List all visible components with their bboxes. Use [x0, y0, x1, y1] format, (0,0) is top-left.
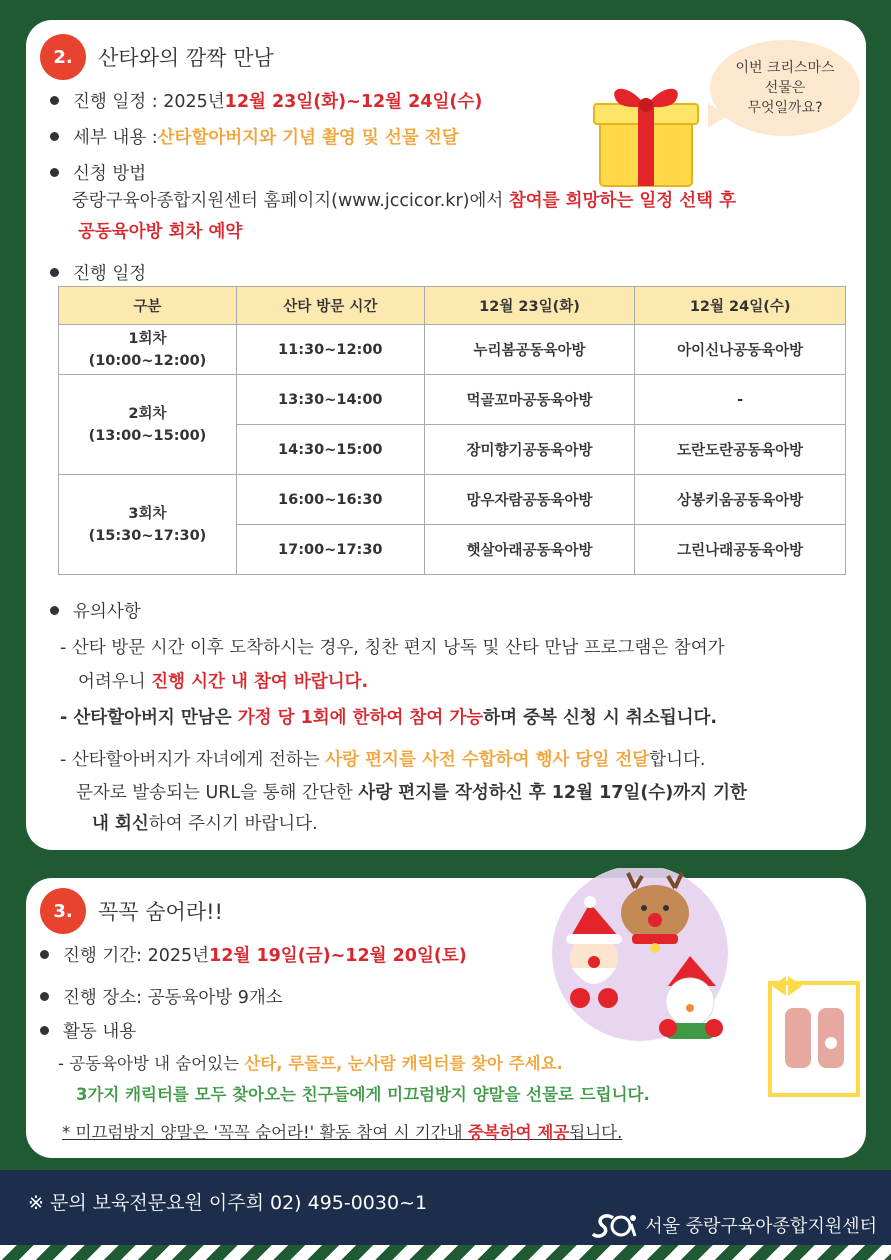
- note-1-red: 진행 시간 내 참여 바랍니다.: [151, 672, 369, 692]
- bubble-line-1: 이번 크리스마스: [735, 60, 835, 76]
- activity-heading: [40, 1018, 136, 1043]
- apply-description: [72, 187, 736, 215]
- activity-text: - 공동육아방 내 숨어있는: [58, 1054, 245, 1073]
- section-title: 산타와의 깜짝 만남: [98, 46, 274, 70]
- section-card-santa: [26, 20, 866, 850]
- bubble-line-3: 무엇일까요?: [747, 100, 823, 116]
- bullet-dot: [50, 268, 59, 277]
- round-cell: [59, 325, 237, 375]
- org-name: 서울 중랑구육아종합지원센터: [645, 1216, 877, 1237]
- apply-red-1: 참여를 희망하는 일정 선택 후: [508, 191, 737, 211]
- section-number-badge: 3.: [40, 888, 86, 934]
- anti-slip-socks-icon: [770, 976, 858, 1095]
- detail-line: [50, 124, 459, 149]
- note-3-bold-1: 사랑 편지를 작성하신 후 12월 17일(수)까지 기한: [358, 783, 747, 803]
- activity-orange: 산타, 루돌프, 눈사람 캐릭터를 찾아 주세요.: [244, 1054, 563, 1073]
- striped-border: [0, 1245, 891, 1260]
- table-row: [59, 325, 846, 375]
- dec23-cell: 장미향기공동육아방: [424, 425, 635, 475]
- schedule-line: [50, 88, 482, 113]
- speech-bubble: [710, 40, 860, 136]
- note-3-text-d: 하여 주시기 바랍니다.: [148, 814, 318, 834]
- round-cell: [59, 375, 237, 475]
- note-1-line-b: [78, 668, 368, 696]
- visit-time-cell: 16:00~16:30: [236, 475, 424, 525]
- dec23-cell: 햇살아래공동육아방: [424, 525, 635, 575]
- bullet-dot: [50, 168, 59, 177]
- bubble-line-2: 선물은: [764, 80, 806, 96]
- note-3-text-a: - 산타할아버지가 자녀에게 전하는: [60, 750, 326, 770]
- table-row: [59, 475, 846, 525]
- section-number-badge: 2.: [40, 34, 86, 80]
- socks-note-text-b: 됩니다.: [569, 1123, 623, 1142]
- detail-value: 산타할아버지와 기념 촬영 및 선물 전달: [157, 128, 459, 148]
- bullet-dot: [50, 96, 59, 105]
- round-name: 3회차: [128, 505, 167, 522]
- note-2: [60, 704, 717, 732]
- dec24-cell: 상봉키움공동육아방: [635, 475, 846, 525]
- visit-time-cell: 13:30~14:00: [236, 375, 424, 425]
- table-row: [59, 375, 846, 425]
- section-header: [40, 888, 223, 934]
- bullet-dot: [50, 132, 59, 141]
- period-line: [40, 942, 467, 967]
- notes-heading: [50, 598, 141, 623]
- header-dec-23: 12월 23일(화): [424, 287, 635, 325]
- contact-info: ※ 문의 보육전문요원 이주희 02) 495-0030~1: [28, 1192, 428, 1214]
- schedule-label: 진행 일정 : 2025년: [73, 92, 225, 112]
- round-name: 1회차: [128, 330, 167, 347]
- dec23-cell: 먹골꼬마공동육아방: [424, 375, 635, 425]
- note-3-line-b: [76, 779, 747, 807]
- bullet-dot: [40, 950, 49, 959]
- christmas-characters-illustration: [540, 868, 865, 1098]
- dec23-cell: 누리봄공동육아방: [424, 325, 635, 375]
- dec24-cell: 도란도란공동육아방: [635, 425, 846, 475]
- center-logo-icon: [589, 1210, 639, 1240]
- table-header-row: [59, 287, 846, 325]
- schedule-value: 12월 23일(화)~12월 24일(수): [224, 92, 483, 112]
- bullet-dot: [40, 1026, 49, 1035]
- note-3-text-c: 문자로 발송되는 URL을 통해 간단한: [76, 783, 359, 803]
- note-3-orange: 사랑 편지를 사전 수합하여 행사 당일 전달: [325, 750, 650, 770]
- visit-time-cell: 11:30~12:00: [236, 325, 424, 375]
- round-time: (15:30~17:30): [88, 527, 207, 544]
- bullet-dot: [50, 606, 59, 615]
- apply-red-2: 공동육아방 회차 예약: [78, 222, 243, 242]
- activity-line-1: [58, 1050, 563, 1078]
- socks-note: [62, 1119, 622, 1147]
- note-2-text-a: - 산타할아버지 만남은: [60, 708, 238, 728]
- note-1-line-a: - 산타 방문 시간 이후 도착하시는 경우, 칭찬 편지 낭독 및 산타 만남 프로그램은 참여가: [60, 638, 725, 658]
- timetable-heading: [50, 260, 146, 285]
- dec23-cell: 망우자람공동육아방: [424, 475, 635, 525]
- apply-text: 중랑구육아종합지원센터 홈페이지(www.jccicor.kr)에서: [72, 191, 509, 211]
- activity-green: 3가지 캐릭터를 모두 찾아오는 친구들에게 미끄럼방지 양말을 선물로 드립니다.: [76, 1085, 650, 1104]
- gift-box-icon: [588, 78, 704, 190]
- period-label: 진행 기간: 2025년: [63, 946, 210, 966]
- note-3-bold-2: 내 회신: [92, 814, 149, 834]
- round-time: (13:00~15:00): [88, 427, 207, 444]
- header-dec-24: 12월 24일(수): [635, 287, 846, 325]
- header-category: 구분: [59, 287, 237, 325]
- section-header: [40, 34, 274, 80]
- visit-time-cell: 14:30~15:00: [236, 425, 424, 475]
- round-name: 2회차: [128, 405, 167, 422]
- apply-label: 신청 방법: [73, 164, 147, 184]
- dec24-cell: 아이신나공동육아방: [635, 325, 846, 375]
- org-name-block: [589, 1210, 877, 1240]
- section-title: 꼭꼭 숨어라!!: [98, 900, 223, 924]
- note-3-line-a: [60, 746, 705, 774]
- round-time: (10:00~12:00): [88, 352, 207, 369]
- note-2-red: 가정 당 1회에 한하여 참여 가능: [237, 708, 484, 728]
- dec24-cell: -: [635, 375, 846, 425]
- apply-method-heading: [50, 160, 146, 185]
- note-3-line-c: [92, 810, 318, 838]
- dec24-cell: 그린나래공동육아방: [635, 525, 846, 575]
- visit-time-cell: 17:00~17:30: [236, 525, 424, 575]
- place-line: [40, 984, 283, 1009]
- period-value: 12월 19일(금)~12월 20일(토): [209, 946, 467, 966]
- bullet-dot: [40, 992, 49, 1001]
- apply-description-2: [78, 218, 242, 246]
- place-text: 진행 장소: 공동육아방 9개소: [63, 988, 283, 1008]
- activity-label: 활동 내용: [63, 1022, 137, 1042]
- socks-note-text-a: * 미끄럼방지 양말은 '꼭꼭 숨어라!' 활동 참여 시 기간내: [62, 1123, 468, 1142]
- round-cell: [59, 475, 237, 575]
- footer: [0, 1170, 891, 1245]
- schedule-table: [58, 286, 846, 575]
- notes-label: 유의사항: [73, 602, 141, 622]
- note-2-text-b: 하며 중복 신청 시 취소됩니다.: [483, 708, 718, 728]
- header-visit-time: 산타 방문 시간: [236, 287, 424, 325]
- socks-note-red: 중복하여 제공: [467, 1123, 570, 1142]
- note-1-text: 어려우니: [78, 672, 152, 692]
- note-3-text-b: 합니다.: [649, 750, 706, 770]
- detail-label: 세부 내용 :: [73, 128, 158, 148]
- timetable-label: 진행 일정: [73, 264, 147, 284]
